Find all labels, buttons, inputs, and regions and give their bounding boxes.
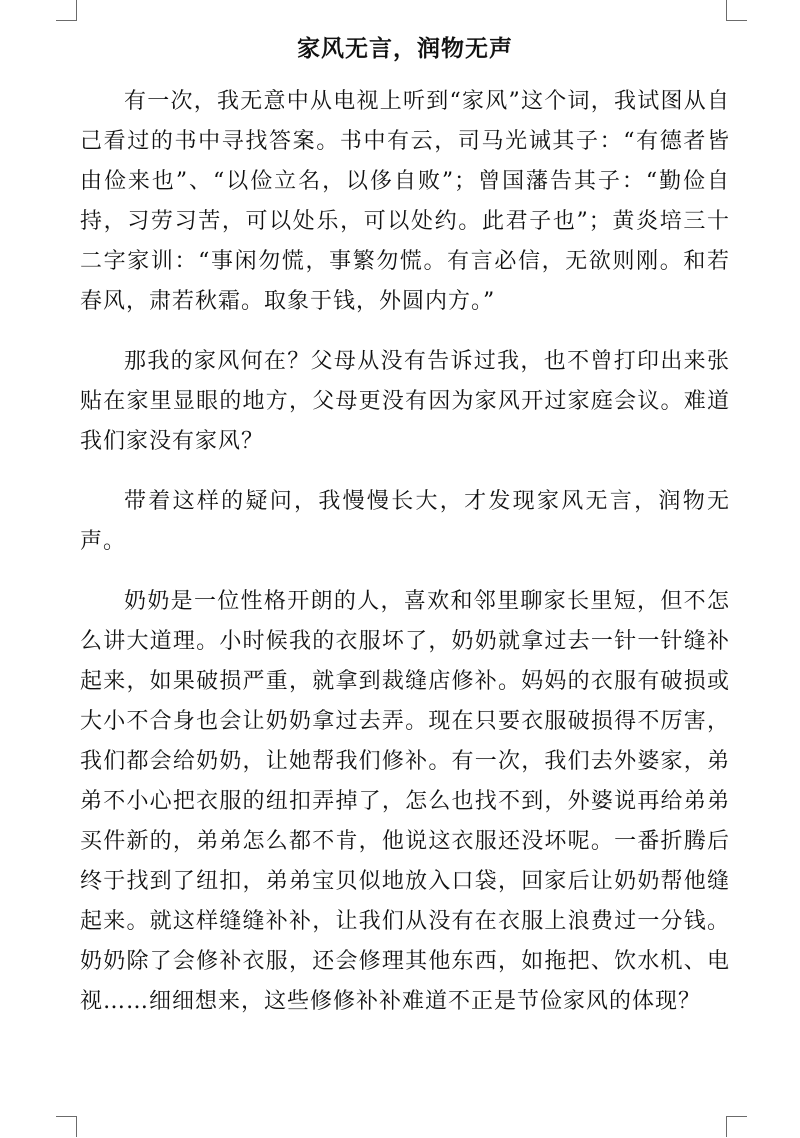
document-body: [80, 30, 730, 1042]
paragraph-1: 有一次，我无意中从电视上听到“家风”这个词，我试图从自己看过的书中寻找答案。书中有云，司马光诫其子：“有德者皆由俭来也”、“以俭立名，以侈自败”；曾国藩告其子：“勤俭自持，习劳习苦，可以处乐，可以处约。此君子也”；黄炎培三十二字家训：“事闲勿慌，事繁勿慌。有言必信，无欲则刚。和若春风，肃若秋霜。取象于钱，外圆内方。”: [80, 89, 730, 314]
crop-mark-top-left: [56, 0, 77, 21]
crop-mark-top-right: [726, 0, 747, 21]
crop-mark-bottom-right: [726, 1116, 747, 1137]
paragraph-2: 那我的家风何在？父母从没有告诉过我，也不曾打印出来张贴在家里显眼的地方，父母更没有因为家风开过家庭会议。难道我们家没有家风？: [80, 349, 730, 454]
document-title: 家风无言，润物无声: [297, 35, 513, 62]
paragraph-4: 奶奶是一位性格开朗的人，喜欢和邻里聊家长里短，但不怎么讲大道理。小时候我的衣服坏了，奶奶就拿过去一针一针缝补起来，如果破损严重，就拿到裁缝店修补。妈妈的衣服有破损或大小不合身也会让奶奶拿过去弄。现在只要衣服破损得不厉害，我们都会给奶奶，让她帮我们修补。有一次，我们去外婆家，弟弟不小心把衣服的纽扣弄掉了，怎么也找不到，外婆说再给弟弟买件新的，弟弟怎么都不肯，他说这衣服还没坏呢。一番折腾后终于找到了纽扣，弟弟宝贝似地放入口袋，回家后让奶奶帮他缝起来。就这样缝缝补补，让我们从没有在衣服上浪费过一分钱。奶奶除了会修补衣服，还会修理其他东西，如拖把、饮水机、电视……细细想来，这些修修补补难道不正是节俭家风的体现？: [80, 589, 730, 1014]
crop-mark-bottom-left: [56, 1116, 77, 1137]
paragraph-3: 带着这样的疑问，我慢慢长大，才发现家风无言，润物无声。: [80, 489, 730, 554]
